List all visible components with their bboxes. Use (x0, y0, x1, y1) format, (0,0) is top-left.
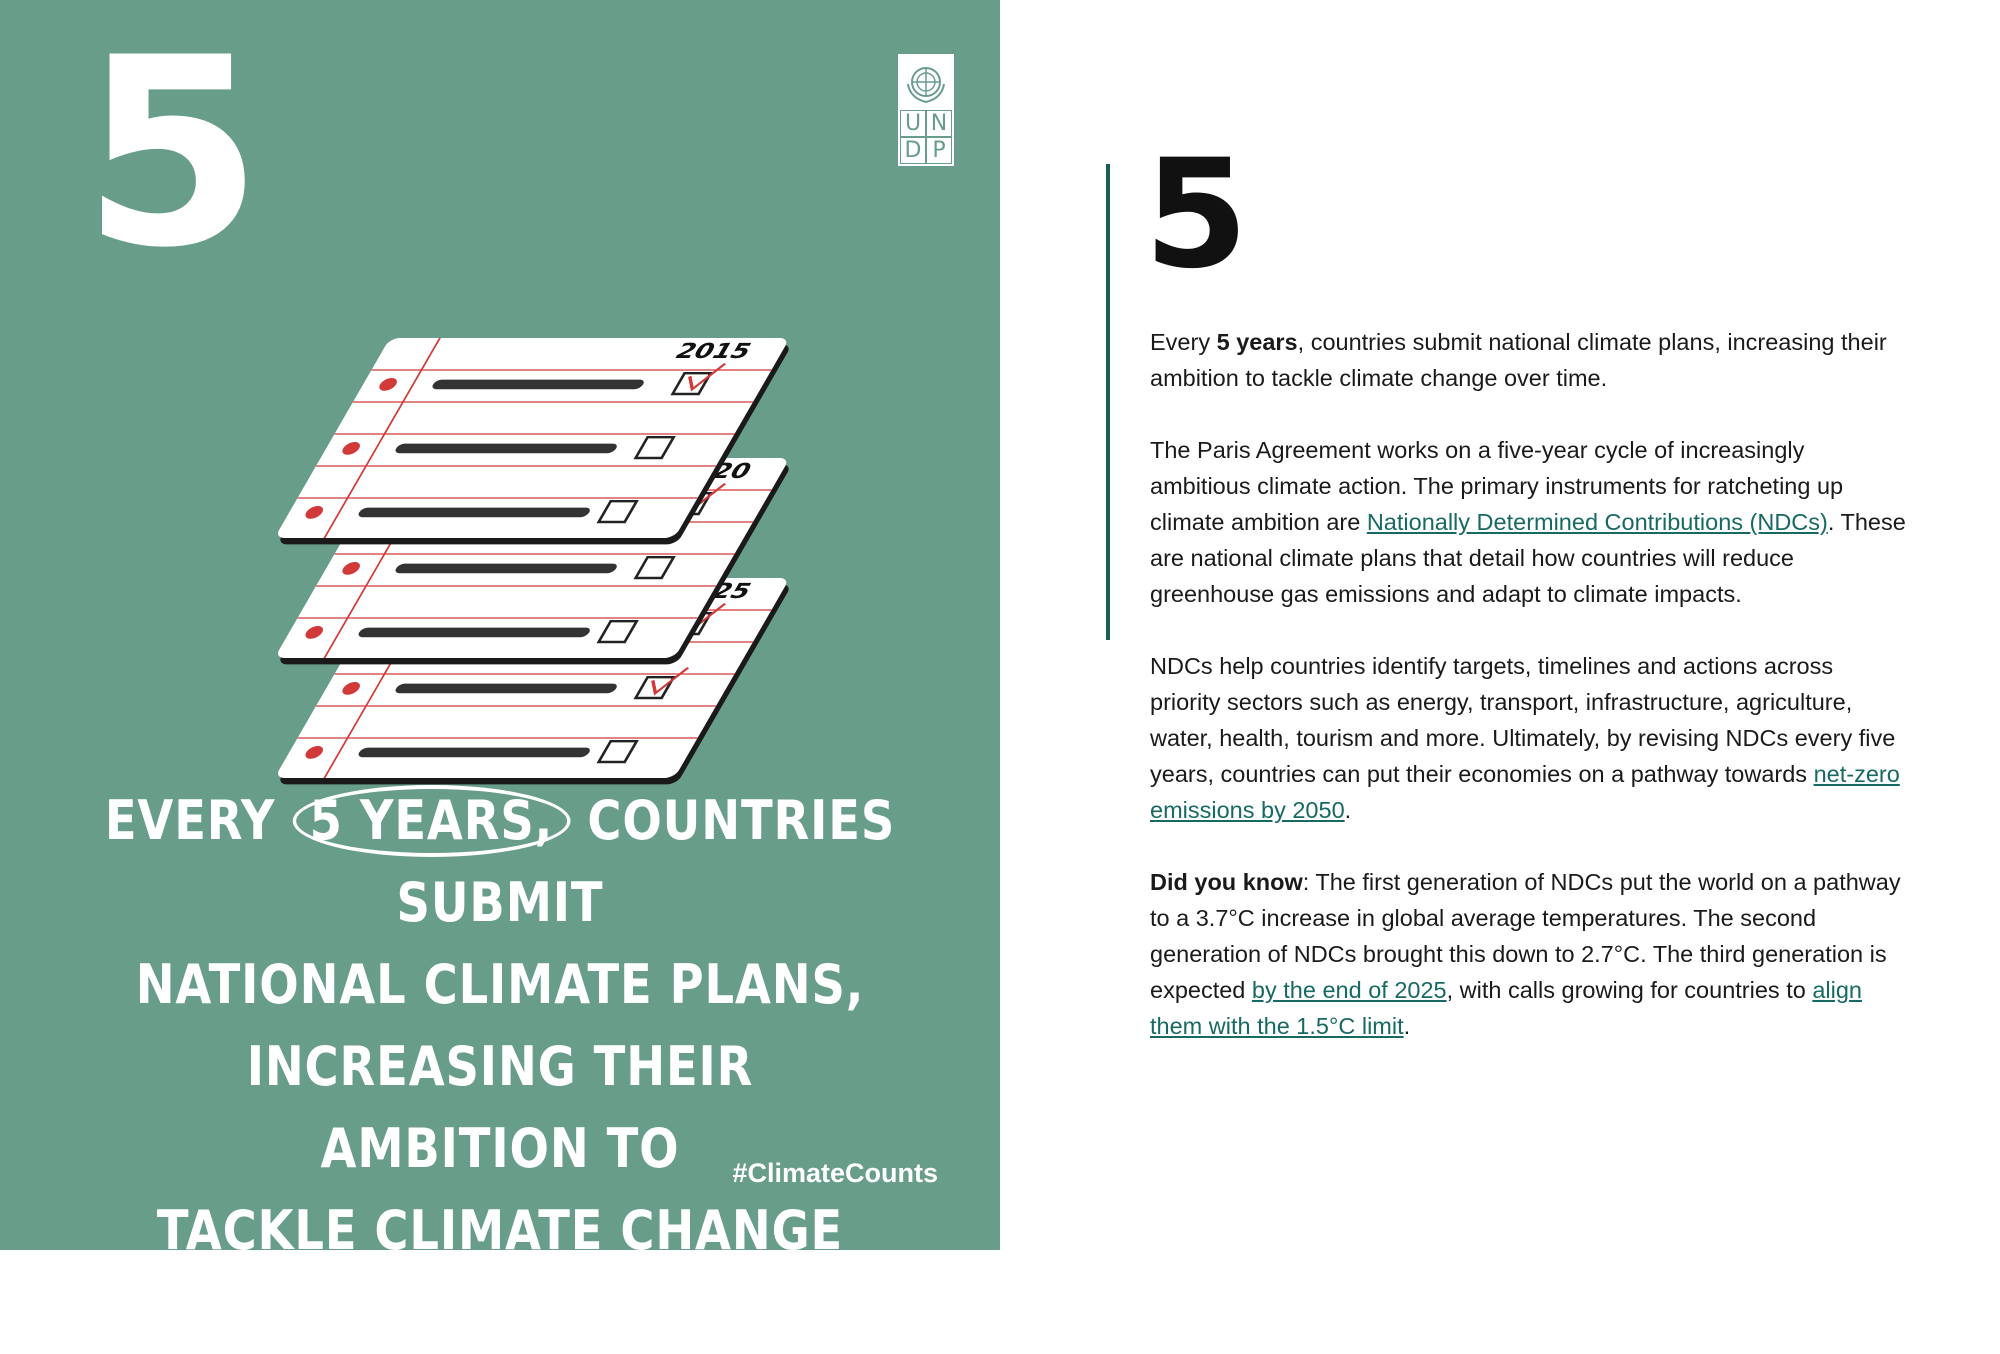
paragraph (1150, 864, 1910, 1044)
headline-text: EVERY (104, 789, 276, 852)
bold-text: 5 years (1216, 329, 1298, 355)
hashtag: #ClimateCounts (732, 1158, 938, 1188)
infographic-panel (0, 0, 1000, 1344)
text: The Paris Agreement works on a five-year cycle of increasingly ambitious climate action. The primary instruments for ratcheting up climate ambition are (1150, 437, 1844, 535)
text: . (1344, 797, 1352, 823)
logo-letter: P (926, 137, 952, 164)
align-1-5-link[interactable]: align them with the 1.5°C limit (1150, 977, 1862, 1039)
headline-text: COUNTRIES SUBMIT (396, 789, 896, 934)
net-zero-link[interactable]: net-zero emissions by 2050 (1150, 761, 1900, 823)
text: , with calls growing for countries to (1446, 977, 1813, 1003)
circled-years: 5 YEARS, (292, 785, 570, 857)
logo-letter: N (926, 110, 952, 137)
un-emblem-icon (902, 58, 950, 106)
paragraph (1150, 648, 1910, 828)
text: . These are national climate plans that detail how countries will reduce greenhouse gas emissions and adapt to climate impacts. (1150, 509, 1906, 607)
logo-letter: D (900, 137, 926, 164)
checklist-illustration (220, 140, 920, 760)
text: . (1403, 1013, 1411, 1039)
headline-line: NATIONAL CLIMATE PLANS, (135, 953, 865, 1016)
headline-line (104, 780, 895, 944)
headline-line: INCREASING THEIR AMBITION TO (246, 1035, 754, 1180)
headline (40, 780, 960, 1354)
paragraph (1150, 324, 1910, 396)
big-number: 5 (82, 3, 259, 305)
vertical-divider (1106, 164, 1110, 640)
end-of-2025-link[interactable]: by the end of 2025 (1251, 977, 1447, 1003)
ndc-link[interactable]: Nationally Determined Contributions (NDCs) (1366, 509, 1828, 535)
logo-letter: U (900, 110, 926, 137)
body-text (1150, 324, 1910, 1080)
text: Every (1150, 329, 1217, 355)
bold-text: Did you know (1150, 869, 1303, 895)
sheet-year: 2015 (670, 338, 757, 363)
section-number: 5 (1144, 128, 1247, 302)
text: : The first generation of NDCs put the world on a pathway to a 3.7°C increase in global average temperatures. The second generation of NDCs brought this down to 2.7°C. The third generation is expected (1150, 869, 1901, 1003)
text: NDCs help countries identify targets, timelines and actions across priority sectors such as energy, transport, infrastructure, agriculture, water, health, tourism and more. Ultimately, by revising NDCs every five years, countries can put their economies on a pathway towards (1150, 653, 1896, 787)
headline-line: TACKLE CLIMATE CHANGE OVER TIME. (156, 1199, 844, 1344)
text: , countries submit national climate plans, increasing their ambition to tackle climate change over time. (1150, 329, 1887, 391)
paragraph (1150, 432, 1910, 612)
